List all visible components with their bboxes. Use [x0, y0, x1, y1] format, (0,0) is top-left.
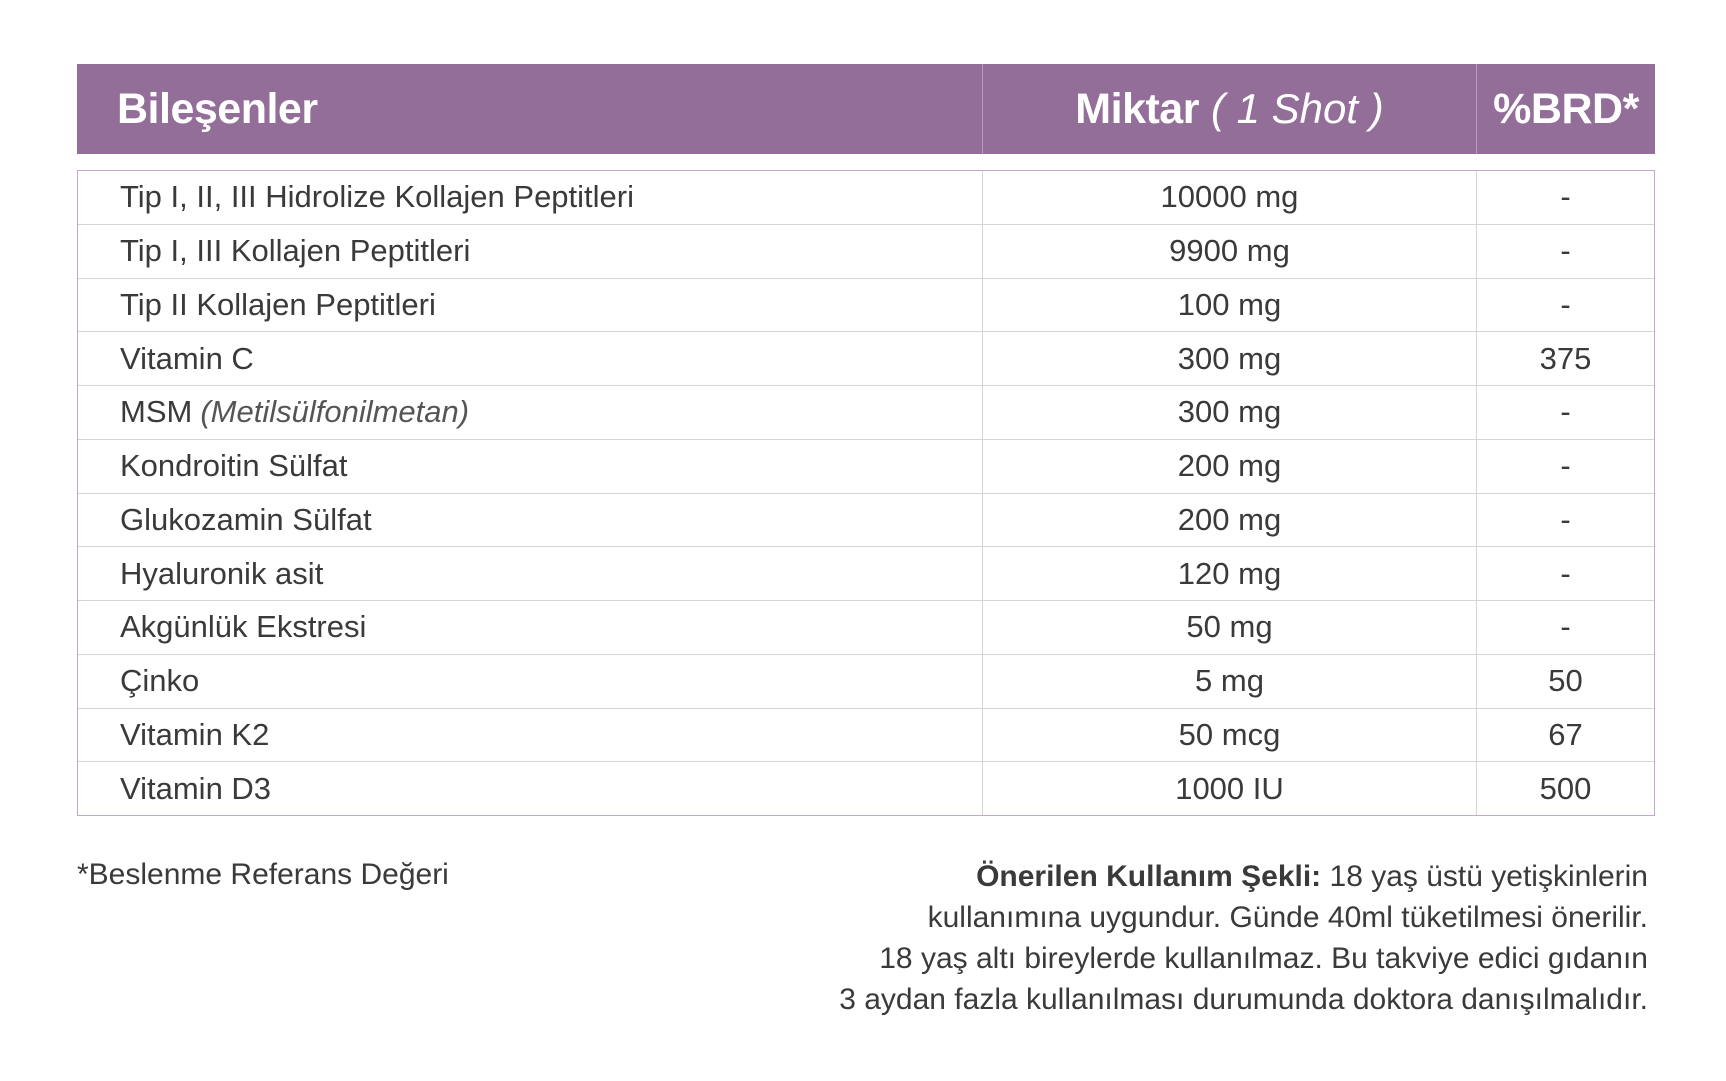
ingredient-amount: 1000 IU — [983, 762, 1477, 815]
ingredient-name: Çinko — [120, 663, 200, 699]
table-row — [78, 279, 1654, 333]
ingredient-note: (Metilsülfonilmetan) — [200, 394, 470, 430]
ingredient-name-cell — [78, 547, 983, 600]
ingredient-name: Vitamin K2 — [120, 716, 270, 752]
ingredient-name-cell — [78, 494, 983, 547]
ingredient-name: Tip I, III Kollajen Peptitleri — [120, 233, 471, 269]
table-header — [77, 64, 1655, 154]
ingredient-brd: 50 — [1548, 663, 1583, 699]
ingredient-amount: 200 mg — [983, 494, 1477, 547]
header-amount-unit: ( 1 Shot ) — [1210, 85, 1384, 132]
ingredient-brd: 67 — [1548, 716, 1583, 752]
table-row — [78, 440, 1654, 494]
ingredient-brd: 500 — [1539, 770, 1592, 806]
header-components — [77, 64, 983, 154]
ingredient-amount: 120 mg — [983, 547, 1477, 600]
header-brd-label: %BRD* — [1493, 84, 1639, 133]
header-brd — [1477, 64, 1655, 154]
header-amount-label: Miktar — [1075, 84, 1199, 133]
table-row — [78, 332, 1654, 386]
ingredient-name: Vitamin D3 — [120, 770, 272, 806]
ingredient-name: Vitamin C — [120, 340, 254, 376]
table-row — [78, 655, 1654, 709]
ingredient-name: Akgünlük Ekstresi — [120, 609, 367, 645]
ingredient-amount: 10000 mg — [983, 171, 1477, 224]
header-amount — [983, 64, 1477, 154]
ingredient-name-cell — [78, 601, 983, 654]
ingredient-name-cell — [78, 279, 983, 332]
ingredient-brd: - — [1560, 394, 1571, 430]
ingredient-name-cell — [78, 655, 983, 708]
ingredient-brd: - — [1560, 501, 1571, 537]
usage-line-2: kullanımına uygundur. Günde 40ml tüketilmesi önerilir. — [927, 901, 1648, 934]
ingredient-name-cell — [78, 171, 983, 224]
ingredient-amount: 300 mg — [983, 386, 1477, 439]
usage-line-1 — [688, 856, 1648, 897]
ingredient-name: Hyaluronik asit — [120, 555, 324, 591]
usage-line-3: 18 yaş altı bireylerde kullanılmaz. Bu takviye edici gıdanın — [879, 942, 1648, 975]
ingredient-amount: 9900 mg — [983, 225, 1477, 278]
table-row — [78, 171, 1654, 225]
ingredient-name-cell — [78, 762, 983, 815]
table-row — [78, 762, 1654, 815]
ingredient-amount: 100 mg — [983, 279, 1477, 332]
ingredient-brd: - — [1560, 286, 1571, 322]
ingredient-amount: 200 mg — [983, 440, 1477, 493]
table-row — [78, 601, 1654, 655]
ingredient-name-cell — [78, 440, 983, 493]
ingredient-amount: 50 mcg — [983, 709, 1477, 762]
header-components-label: Bileşenler — [117, 84, 318, 133]
ingredient-brd: - — [1560, 555, 1571, 591]
ingredient-name: Kondroitin Sülfat — [120, 448, 348, 484]
table-row — [78, 225, 1654, 279]
ingredient-name: Glukozamin Sülfat — [120, 501, 372, 537]
ingredients-table — [77, 170, 1655, 816]
ingredient-brd: - — [1560, 609, 1571, 645]
ingredient-name: Tip II Kollajen Peptitleri — [120, 286, 436, 322]
usage-instructions — [688, 856, 1648, 1020]
usage-text-1: 18 yaş üstü yetişkinlerin — [1321, 860, 1648, 893]
ingredient-name: MSM — [120, 394, 193, 430]
ingredient-name-cell — [78, 332, 983, 385]
ingredient-amount: 5 mg — [983, 655, 1477, 708]
ingredient-brd: - — [1560, 448, 1571, 484]
ingredient-name-cell — [78, 709, 983, 762]
table-row — [78, 494, 1654, 548]
ingredient-amount: 50 mg — [983, 601, 1477, 654]
ingredient-brd: - — [1560, 233, 1571, 269]
ingredient-name: Tip I, II, III Hidrolize Kollajen Peptitleri — [120, 179, 634, 215]
ingredient-amount: 300 mg — [983, 332, 1477, 385]
table-row — [78, 386, 1654, 440]
ingredient-name-cell — [78, 386, 983, 439]
ingredient-brd: - — [1560, 179, 1571, 215]
ingredient-brd: 375 — [1539, 340, 1592, 376]
ingredient-name-cell — [78, 225, 983, 278]
usage-line-4: 3 aydan fazla kullanılması durumunda doktora danışılmalıdır. — [839, 983, 1648, 1016]
footnote: *Beslenme Referans Değeri — [77, 858, 449, 891]
table-row — [78, 709, 1654, 763]
usage-label: Önerilen Kullanım Şekli: — [976, 860, 1322, 893]
table-row — [78, 547, 1654, 601]
